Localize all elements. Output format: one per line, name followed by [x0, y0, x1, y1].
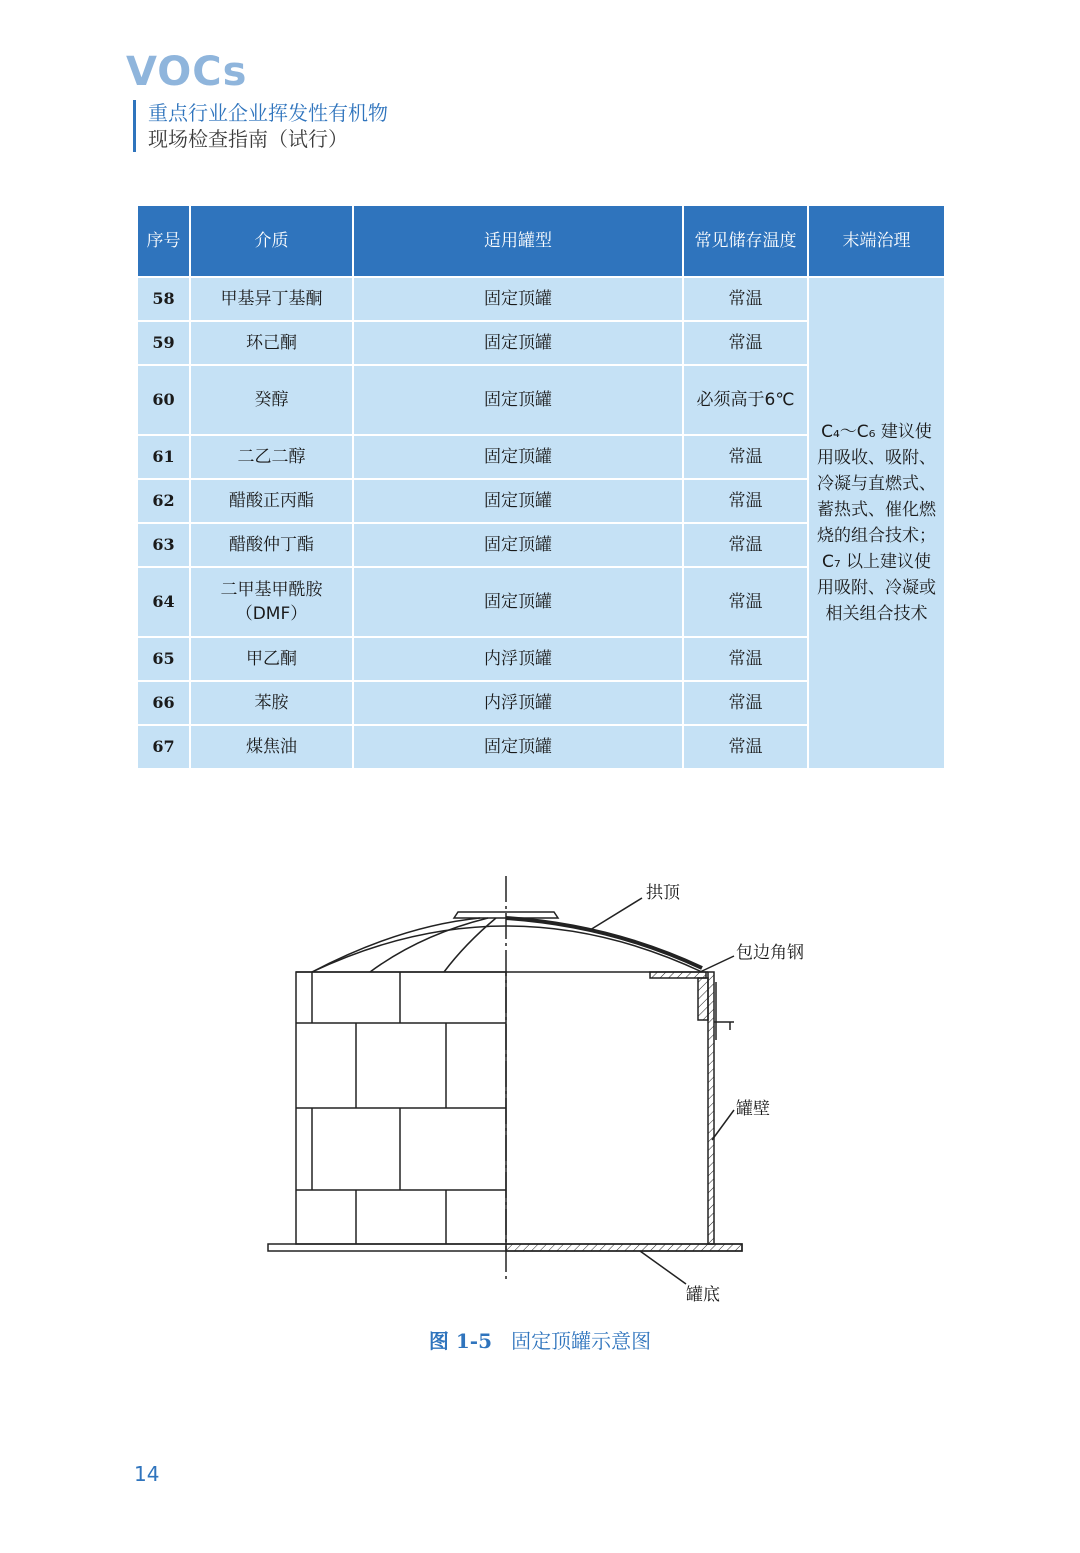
row-temp: 常温	[683, 725, 808, 769]
row-tank: 固定顶罐	[353, 725, 683, 769]
table-row	[137, 277, 945, 321]
row-no: 61	[137, 435, 190, 479]
row-no: 67	[137, 725, 190, 769]
row-tank: 固定顶罐	[353, 321, 683, 365]
row-medium: 二乙二醇	[190, 435, 353, 479]
row-medium: 醋酸仲丁酯	[190, 523, 353, 567]
row-temp: 必须高于6℃	[683, 365, 808, 435]
header-no: 序号	[137, 205, 190, 277]
row-tank: 内浮顶罐	[353, 637, 683, 681]
label-edge-angle: 包边角钢	[736, 943, 804, 963]
row-tank: 固定顶罐	[353, 523, 683, 567]
row-no: 59	[137, 321, 190, 365]
row-temp: 常温	[683, 523, 808, 567]
header-tank-type: 适用罐型	[353, 205, 683, 277]
row-medium: 环己酮	[190, 321, 353, 365]
row-no: 58	[137, 277, 190, 321]
table-header-row	[137, 205, 945, 277]
label-bottom: 罐底	[686, 1285, 720, 1305]
row-medium: 苯胺	[190, 681, 353, 725]
row-medium: 甲基异丁基酮	[190, 277, 353, 321]
row-no: 60	[137, 365, 190, 435]
row-tank: 固定顶罐	[353, 435, 683, 479]
row-medium: 二甲基甲酰胺（DMF）	[190, 567, 353, 637]
row-temp: 常温	[683, 637, 808, 681]
row-temp: 常温	[683, 277, 808, 321]
row-tank: 内浮顶罐	[353, 681, 683, 725]
storage-table	[136, 204, 946, 770]
page-number: 14	[134, 1462, 160, 1486]
row-tank: 固定顶罐	[353, 277, 683, 321]
row-medium: 煤焦油	[190, 725, 353, 769]
label-wall: 罐壁	[736, 1099, 770, 1119]
row-medium: 癸醇	[190, 365, 353, 435]
row-no: 65	[137, 637, 190, 681]
header-subtitle-1: 重点行业企业挥发性有机物	[148, 101, 388, 125]
caption-title: 固定顶罐示意图	[511, 1329, 652, 1353]
row-no: 64	[137, 567, 190, 637]
row-temp: 常温	[683, 479, 808, 523]
row-tank: 固定顶罐	[353, 365, 683, 435]
row-temp: 常温	[683, 567, 808, 637]
fixed-roof-tank-diagram	[260, 870, 820, 1310]
roof-arch	[312, 926, 702, 972]
header-subtitle-2: 现场检查指南（试行）	[148, 127, 348, 151]
caption-number: 图 1-5	[428, 1329, 493, 1353]
treatment-cell	[808, 277, 945, 769]
treatment-text: C₄～C₆ 建议使用吸收、吸附、冷凝与直燃式、蓄热式、催化燃烧的组合技术；C₇ 以上建议使用吸附、冷凝或相关组合技术	[817, 422, 936, 624]
row-temp: 常温	[683, 321, 808, 365]
row-temp: 常温	[683, 681, 808, 725]
vocs-logo: VOCs	[126, 49, 248, 95]
header-temperature: 常见储存温度	[683, 205, 808, 277]
row-no: 63	[137, 523, 190, 567]
row-no: 62	[137, 479, 190, 523]
header-medium: 介质	[190, 205, 353, 277]
row-no: 66	[137, 681, 190, 725]
figure-caption	[0, 1326, 1080, 1356]
row-tank: 固定顶罐	[353, 479, 683, 523]
row-tank: 固定顶罐	[353, 567, 683, 637]
header-treatment: 末端治理	[808, 205, 945, 277]
row-medium: 醋酸正丙酯	[190, 479, 353, 523]
label-arch-roof: 拱顶	[646, 883, 680, 903]
row-medium: 甲乙酮	[190, 637, 353, 681]
header-accent-bar	[133, 100, 136, 152]
row-temp: 常温	[683, 435, 808, 479]
